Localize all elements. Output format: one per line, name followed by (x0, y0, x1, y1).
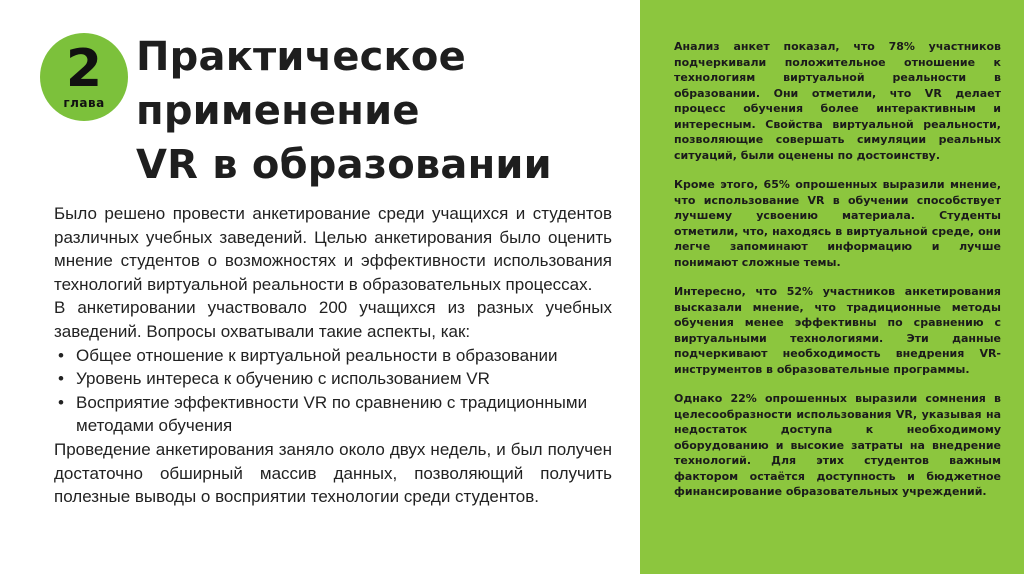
list-item: • Уровень интереса к обучению с использованием VR (54, 367, 612, 391)
chapter-label: глава (63, 96, 105, 110)
results-paragraph-4: Однако 22% опрошенных выразили сомнения в целесообразности использования VR, указывая на недостаток доступа к необходимому оборудованию и высокие затраты на внедрение технологий. Для этих студентов важным фактором остаётся доступность и бюджетное финансирование образовательных учреждений. (674, 392, 1001, 498)
results-paragraph-1: Анализ анкет показал, что 78% участников подчеркивали положительное отношение к технологиям виртуальной реальности в образовании. Они отметили, что VR делает процесс обучения более интерактивным и интересным. Свойства виртуальной реальности, позволяющие совершать симуляции реальных ситуаций, были оценены по достоинству. (674, 40, 1001, 162)
chapter-number: 2 (65, 39, 103, 99)
results-panel (640, 0, 1024, 574)
body-paragraph-1: Было решено провести анкетирование среди учащихся и студентов различных учебных заведений. Целью анкетирования было оценить мнение студентов о возможностях и эффективности использования технологий виртуальной реальности в образовательных процессах. (54, 204, 612, 294)
body-text (54, 202, 612, 509)
title-line-3: VR в образовании (136, 142, 552, 188)
results-paragraph-2: Кроме этого, 65% опрошенных выразили мнение, что использование VR в обучении способствует лучшему усвоению материала. Студенты отметили, что, находясь в виртуальной среде, они легче запоминают информацию и лучше понимают сложные темы. (674, 178, 1001, 269)
chapter-badge (40, 33, 128, 121)
list-item: • Восприятие эффективности VR по сравнению с традиционными методами обучения (54, 391, 612, 438)
page-title (136, 30, 626, 192)
aspects-list (54, 344, 612, 438)
title-line-2: применение (136, 88, 420, 134)
list-item: • Общее отношение к виртуальной реальности в образовании (54, 344, 612, 368)
results-paragraph-3: Интересно, что 52% участников анкетирования высказали мнение, что традиционные методы обучения менее эффективны по сравнению с виртуальными технологиями. Эти данные подчеркивают необходимость внедрения VR-инструментов в образовательные программы. (674, 285, 1001, 376)
results-text (674, 39, 1001, 514)
body-paragraph-3: Проведение анкетирования заняло около двух недель, и был получен достаточно обширный массив данных, позволяющий получить полезные выводы о восприятии технологии среди студентов. (54, 439, 612, 507)
title-line-1: Практическое (136, 34, 466, 80)
body-paragraph-2: В анкетировании участвовало 200 учащихся из разных учебных заведений. Вопросы охватывали такие аспекты, как: (54, 298, 612, 341)
